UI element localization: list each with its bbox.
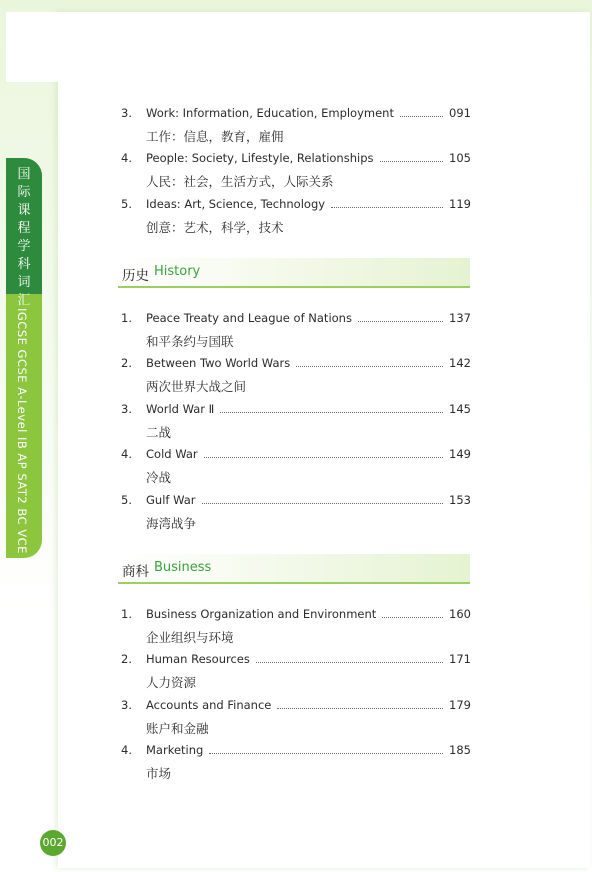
entry-chinese: 人力资源 [146, 675, 197, 690]
side-tab-chinese-title: 国际课程学科词汇 [17, 167, 31, 308]
entry-chinese: 和平条约与国联 [146, 334, 234, 349]
entry-title: Business Organization and Environment [146, 607, 377, 621]
entry-title: Gulf War [146, 493, 196, 507]
dot-leader [256, 662, 443, 663]
entry-number: 4. [121, 447, 132, 461]
entry-title: Ideas: Art, Science, Technology [146, 197, 326, 211]
entry-title: People: Society, Lifestyle, Relationships [146, 151, 374, 165]
entry-page: 142 [449, 356, 471, 370]
toc-entry-human-resources[interactable] [121, 650, 471, 691]
section-heading-business [118, 554, 470, 584]
entry-number: 5. [121, 493, 132, 507]
entry-title: Accounts and Finance [146, 698, 272, 712]
top-band [6, 12, 554, 82]
dot-leader [209, 753, 443, 754]
entry-number: 3. [121, 106, 132, 120]
entry-page: 179 [449, 698, 471, 712]
entry-page: 119 [449, 197, 471, 211]
toc-entry-world-war-2[interactable] [121, 400, 471, 441]
side-tab-programs: IGCSE GCSE A-Level IB AP SAT2 BC VCE [15, 308, 29, 554]
entry-number: 4. [121, 743, 132, 757]
entry-number: 4. [121, 151, 132, 165]
entry-page: 091 [449, 106, 471, 120]
section-heading-history [118, 258, 470, 288]
entry-number: 3. [121, 402, 132, 416]
entry-number: 1. [121, 311, 132, 325]
entry-title: Marketing [146, 743, 204, 757]
section-title-english: Business [154, 560, 212, 575]
entry-chinese: 冷战 [146, 470, 172, 485]
page-number-badge: 002 [40, 830, 66, 856]
entry-chinese: 人民：社会，生活方式，人际关系 [146, 174, 334, 189]
toc-entry-people[interactable] [121, 149, 471, 190]
entry-page: 137 [449, 311, 471, 325]
toc-entry-accounts-finance[interactable] [121, 696, 471, 737]
toc-entry-work[interactable] [121, 104, 471, 145]
entry-title: Work: Information, Education, Employment [146, 106, 394, 120]
entry-chinese: 市场 [146, 766, 172, 781]
entry-number: 2. [121, 356, 132, 370]
dot-leader [296, 366, 443, 367]
entry-title: Human Resources [146, 652, 250, 666]
entry-number: 1. [121, 607, 132, 621]
entry-chinese: 企业组织与环境 [146, 630, 234, 645]
toc-entry-ideas[interactable] [121, 195, 471, 236]
entry-number: 5. [121, 197, 132, 211]
entry-page: 145 [449, 402, 471, 416]
section-title-chinese: 历史 [122, 268, 149, 284]
dot-leader [358, 321, 443, 322]
entry-chinese: 二战 [146, 425, 172, 440]
section-title-english: History [154, 264, 201, 279]
entry-page: 171 [449, 652, 471, 666]
entry-page: 149 [449, 447, 471, 461]
toc-entry-marketing[interactable] [121, 741, 471, 782]
dot-leader [382, 617, 443, 618]
toc-entry-cold-war[interactable] [121, 445, 471, 486]
dot-leader [202, 503, 443, 504]
dot-leader [380, 161, 444, 162]
toc-entry-peace-treaty[interactable] [121, 309, 471, 350]
entry-title: Between Two World Wars [146, 356, 291, 370]
dot-leader [400, 116, 443, 117]
entry-title: Cold War [146, 447, 198, 461]
dot-leader [277, 708, 443, 709]
entry-page: 105 [449, 151, 471, 165]
entry-page: 185 [449, 743, 471, 757]
entry-chinese: 两次世界大战之间 [146, 379, 247, 394]
dot-leader [220, 412, 443, 413]
entry-chinese: 海湾战争 [146, 516, 197, 531]
entry-chinese: 创意：艺术，科学，技术 [146, 220, 284, 235]
toc-entry-gulf-war[interactable] [121, 491, 471, 532]
entry-title: Peace Treaty and League of Nations [146, 311, 352, 325]
dot-leader [204, 457, 443, 458]
entry-page: 160 [449, 607, 471, 621]
toc-entry-business-organization[interactable] [121, 605, 471, 646]
entry-page: 153 [449, 493, 471, 507]
toc-entry-between-wars[interactable] [121, 354, 471, 395]
dot-leader [331, 207, 443, 208]
entry-title: World War Ⅱ [146, 402, 215, 416]
entry-number: 2. [121, 652, 132, 666]
entry-number: 3. [121, 698, 132, 712]
section-title-chinese: 商科 [122, 564, 149, 580]
entry-chinese: 工作：信息，教育，雇佣 [146, 129, 284, 144]
entry-chinese: 账户和金融 [146, 721, 209, 736]
